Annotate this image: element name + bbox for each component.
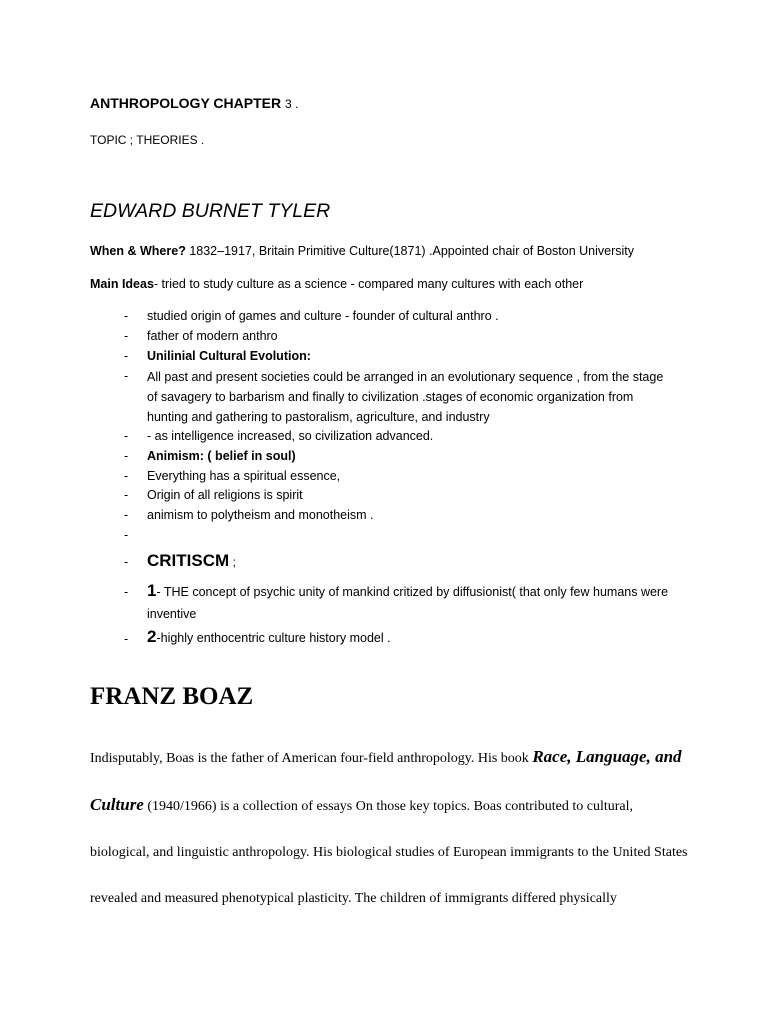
boaz-section-title: FRANZ BOAZ [90,683,254,710]
chapter-heading [90,95,298,111]
bullet-dash: - [124,488,129,502]
criticism-text: -highly enthocentric culture history model . [156,631,391,645]
when-where-label: When & Where? [90,244,186,258]
bullet-dash: - [124,469,129,483]
chapter-number: 3 . [284,97,299,111]
list-item: Unilinial Cultural Evolution: [147,349,311,363]
bullet-dash: - [124,369,129,383]
list-item: animism to polytheism and monotheism . [147,508,374,522]
when-where-line [90,244,634,258]
bullet-dash: - [124,555,129,569]
criticism-text: - THE concept of psychic unity of mankind critized by diffusionist( that only few humans were inventive [147,585,669,621]
criticism-heading: CRITISCM [147,551,230,570]
bullet-dash: - [124,309,129,323]
criticism-suffix: ; [232,555,236,569]
list-item: - as intelligence increased, so civilization advanced. [147,429,434,443]
list-item: father of modern anthro [147,329,278,343]
boaz-book-title: Race, Language, and Culture [90,747,682,814]
main-ideas-text: - tried to study culture as a science - compared many cultures with each other [153,277,584,291]
list-item: All past and present societies could be arranged in an evolutionary sequence , from the stage of savagery to barbarism and finally to civilization .stages of economic organization from hunting and gathering to pastoralism, agriculture, and industry [147,370,664,424]
list-item: studied origin of games and culture - founder of cultural anthro . [147,309,499,323]
list-item: Everything has a spiritual essence, [147,469,341,483]
topic-line: TOPIC ; THEORIES . [90,133,205,147]
tyler-section-title: EDWARD BURNET TYLER [90,200,331,222]
main-ideas-label: Main Ideas [90,277,154,291]
chapter-label: ANTHROPOLOGY CHAPTER [90,95,282,111]
criticism-point-1 [147,580,677,625]
bullet-dash: - [124,528,129,542]
bullet-dash: - [124,429,129,443]
bullet-dash: - [124,449,129,463]
list-item: Animism: ( belief in soul) [147,449,296,463]
bullet-dash: - [124,508,129,522]
when-where-text: 1832–1917, Britain Primitive Culture(1871) .Appointed chair of Boston University [189,244,635,258]
criticism-number: 1 [147,581,157,600]
bullet-dash: - [124,632,129,646]
criticism-number: 2 [147,627,157,646]
list-item: Origin of all religions is spirit [147,488,303,502]
main-ideas-line [90,277,583,291]
criticism-heading-line [147,551,236,571]
criticism-point-2 [147,627,391,647]
bullet-dash: - [124,585,129,599]
bullet-dash: - [124,349,129,363]
bullet-dash: - [124,329,129,343]
boaz-para-rest: (1940/1966) is a collection of essays On those key topics. Boas contributed to cultural, biological, and linguistic anthropology. His biological studies of European immigrants to the United States revealed and measured phenotypical plasticity. The children of immigrants differed physically [90,799,688,906]
boaz-paragraph [90,734,690,922]
boaz-para-start: Indisputably, Boas is the father of American four-field anthropology. His book [90,751,533,766]
